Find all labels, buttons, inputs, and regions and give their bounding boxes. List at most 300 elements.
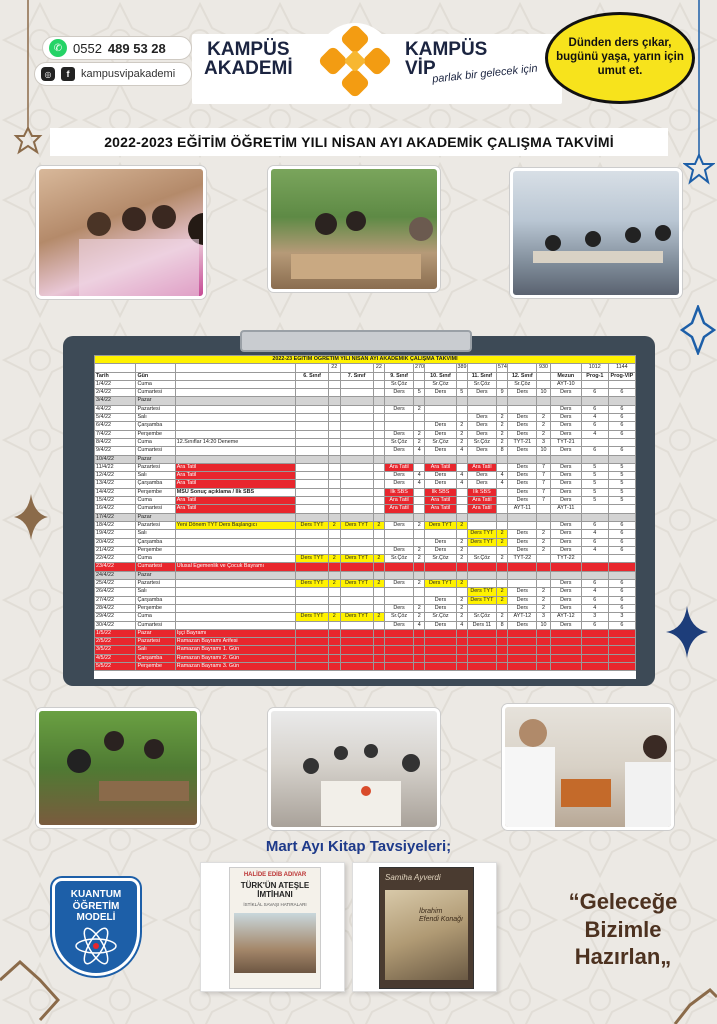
calendar-row — [95, 380, 636, 388]
calendar-cell — [456, 380, 467, 388]
logo-left-line2: AKADEMİ — [204, 58, 293, 79]
calendar-row — [95, 588, 636, 596]
calendar-cell: Ders TYT — [340, 580, 373, 588]
book2-illustration — [385, 890, 468, 980]
calendar-cell — [329, 422, 340, 430]
calendar-cell — [385, 563, 414, 571]
calendar-cell: Pazartesi — [136, 521, 175, 529]
calendar-cell — [373, 430, 384, 438]
calendar-cell — [329, 646, 340, 654]
calendar-cell: Ders — [550, 521, 581, 529]
calendar-cell: 7 — [537, 488, 550, 496]
calendar-cell — [456, 488, 467, 496]
calendar-cell: 2 — [414, 580, 425, 588]
calendar-cell: Sr.Çöz — [508, 380, 537, 388]
calendar-cell — [425, 414, 456, 422]
count-cell — [550, 364, 581, 372]
calendar-cell — [329, 604, 340, 612]
calendar-cell — [175, 455, 295, 463]
calendar-cell — [373, 596, 384, 604]
calendar-cell — [340, 414, 373, 422]
calendar-cell: 2 — [496, 596, 507, 604]
calendar-cell — [329, 430, 340, 438]
calendar-cell — [496, 638, 507, 646]
calendar-cell — [537, 521, 550, 529]
calendar-cell — [373, 505, 384, 513]
calendar-cell — [295, 596, 328, 604]
calendar-cell — [329, 389, 340, 397]
calendar-cell — [581, 563, 608, 571]
calendar-cell — [175, 405, 295, 413]
calendar-cell: Ders — [550, 414, 581, 422]
calendar-cell — [175, 422, 295, 430]
calendar-cell: Ders TYT — [425, 580, 456, 588]
calendar-cell: Ara Tatil — [385, 497, 414, 505]
calendar-cell — [550, 397, 581, 405]
column-header: 6. Sınıf — [295, 372, 328, 380]
calendar-cell — [175, 513, 295, 521]
calendar-cell: 6 — [581, 422, 608, 430]
calendar-cell — [329, 455, 340, 463]
calendar-cell — [508, 662, 537, 670]
calendar-cell — [385, 588, 414, 596]
calendar-cell: 2 — [414, 604, 425, 612]
calendar-cell: Ders — [550, 463, 581, 471]
calendar-cell: 6 — [608, 546, 635, 554]
calendar-cell: İlk SBS — [385, 488, 414, 496]
star-ornament-blue — [680, 305, 716, 355]
calendar-cell: 4 — [414, 480, 425, 488]
calendar-cell — [550, 638, 581, 646]
calendar-cell — [550, 662, 581, 670]
calendar-cell: Salı — [136, 646, 175, 654]
calendar-cell — [373, 438, 384, 446]
calendar-cell — [467, 646, 496, 654]
calendar-cell: Ramazan Bayramı 3. Gün — [175, 662, 295, 670]
calendar-cell: Pazartesi — [136, 638, 175, 646]
calendar-cell — [496, 563, 507, 571]
calendar-cell — [295, 422, 328, 430]
calendar-cell: Ara Tatil — [175, 505, 295, 513]
calendar-cell — [550, 513, 581, 521]
quote-line2: Bizimle — [584, 916, 662, 942]
calendar-cell — [550, 629, 581, 637]
calendar-cell — [456, 662, 467, 670]
calendar-cell — [496, 546, 507, 554]
calendar-cell: 6 — [608, 414, 635, 422]
calendar-cell — [373, 422, 384, 430]
calendar-row — [95, 447, 636, 455]
calendar-cell: Ders 11 — [467, 621, 496, 629]
calendar-cell: Ders — [425, 447, 456, 455]
calendar-cell: Ders — [508, 430, 537, 438]
calendar-cell — [467, 638, 496, 646]
calendar-cell — [537, 513, 550, 521]
calendar-cell: Ara Tatil — [175, 480, 295, 488]
calendar-cell: Ders — [550, 430, 581, 438]
calendar-cell — [175, 447, 295, 455]
calendar-cell: Cumartesi — [136, 621, 175, 629]
calendar-cell — [414, 629, 425, 637]
calendar-cell: 2 — [329, 521, 340, 529]
logo-right-line1: KAMPÜS — [405, 39, 488, 60]
calendar-cell: 23/4/22 — [95, 563, 136, 571]
badge-line3: MODELİ — [76, 912, 116, 923]
calendar-cell: AYT-12 — [550, 613, 581, 621]
calendar-cell: 4 — [414, 621, 425, 629]
calendar-cell: Cuma — [136, 555, 175, 563]
social-pill[interactable] — [34, 62, 192, 86]
phone-pill[interactable] — [42, 36, 192, 60]
calendar-cell: AYT-10 — [550, 380, 581, 388]
calendar-cell — [329, 629, 340, 637]
calendar-cell — [340, 505, 373, 513]
calendar-cell: 2/5/22 — [95, 638, 136, 646]
calendar-cell: 5 — [608, 463, 635, 471]
column-header: Tarih — [95, 372, 136, 380]
count-cell — [340, 364, 373, 372]
calendar-cell: Pazar — [136, 629, 175, 637]
calendar-cell — [496, 662, 507, 670]
calendar-cell: 2 — [537, 430, 550, 438]
calendar-cell — [373, 654, 384, 662]
calendar-cell — [608, 438, 635, 446]
calendar-row — [95, 497, 636, 505]
calendar-cell: Ramazan Bayramı 1. Gün — [175, 646, 295, 654]
kuantum-badge — [52, 878, 140, 976]
calendar-cell: Ders — [425, 422, 456, 430]
calendar-cell: Cuma — [136, 438, 175, 446]
calendar-cell — [329, 380, 340, 388]
calendar-cell — [581, 654, 608, 662]
calendar-cell — [537, 646, 550, 654]
calendar-cell: 6 — [581, 447, 608, 455]
calendar-cell: Ders — [550, 422, 581, 430]
calendar-cell — [340, 513, 373, 521]
calendar-cell: Salı — [136, 530, 175, 538]
calendar-cell — [340, 447, 373, 455]
star-ornament-navy — [664, 604, 710, 660]
calendar-cell: 9/4/22 — [95, 447, 136, 455]
column-header — [329, 372, 340, 380]
count-cell: 270 — [415, 364, 425, 371]
calendar-cell — [373, 621, 384, 629]
calendar-cell — [373, 488, 384, 496]
calendar-row — [95, 563, 636, 571]
calendar-cell — [496, 488, 507, 496]
hanging-ornament-right — [683, 0, 715, 200]
book1-subtitle: İSTİKLÂL SAVAŞI HATIRALARI — [243, 901, 307, 907]
calendar-cell: 5 — [581, 472, 608, 480]
logo-kampus-akademi — [204, 40, 293, 78]
calendar-cell — [295, 530, 328, 538]
calendar-cell — [581, 380, 608, 388]
calendar-cell: 2 — [414, 405, 425, 413]
calendar-cell: 10 — [537, 621, 550, 629]
calendar-cell — [340, 438, 373, 446]
calendar-cell: 6 — [608, 621, 635, 629]
calendar-cell — [175, 604, 295, 612]
calendar-cell — [414, 538, 425, 546]
calendar-cell — [373, 571, 384, 579]
calendar-cell — [467, 546, 496, 554]
calendar-cell — [496, 646, 507, 654]
whatsapp-icon: ✆ — [49, 39, 67, 57]
calendar-cell: 28/4/22 — [95, 604, 136, 612]
calendar-cell: Ders TYT — [467, 538, 496, 546]
calendar-cell: Ders — [508, 538, 537, 546]
calendar-cell — [425, 563, 456, 571]
calendar-cell — [340, 455, 373, 463]
calendar-cell: Ders — [550, 497, 581, 505]
calendar-cell — [550, 563, 581, 571]
calendar-cell — [329, 563, 340, 571]
atom-icon — [71, 926, 121, 966]
calendar-cell: 18/4/22 — [95, 521, 136, 529]
calendar-cell: Sr.Çöz — [385, 380, 414, 388]
calendar-cell: 2 — [537, 422, 550, 430]
facebook-icon: f — [61, 67, 75, 81]
calendar-cell: Ders — [508, 546, 537, 554]
calendar-cell: Ders — [550, 546, 581, 554]
calendar-cell: Ders — [385, 430, 414, 438]
calendar-cell — [340, 389, 373, 397]
book-card-2[interactable] — [352, 862, 497, 992]
calendar-cell: 6 — [581, 521, 608, 529]
calendar-cell: 2 — [537, 414, 550, 422]
photo-outdoor-study — [268, 166, 440, 292]
calendar-cell: 5 — [456, 389, 467, 397]
calendar-cell — [175, 613, 295, 621]
calendar-cell: Ders — [508, 596, 537, 604]
calendar-cell — [414, 646, 425, 654]
calendar-cell — [425, 629, 456, 637]
calendar-cell — [608, 455, 635, 463]
calendar-cell — [508, 521, 537, 529]
calendar-cell: Ders TYT — [467, 596, 496, 604]
calendar-cell — [414, 380, 425, 388]
calendar-cell: 10/4/22 — [95, 455, 136, 463]
calendar-cell — [608, 571, 635, 579]
calendar-cell — [414, 497, 425, 505]
calendar-cell — [414, 488, 425, 496]
calendar-cell — [608, 646, 635, 654]
calendar-cell — [295, 488, 328, 496]
calendar-cell — [329, 654, 340, 662]
calendar-cell — [329, 447, 340, 455]
calendar-cell — [496, 380, 507, 388]
calendar-cell — [329, 505, 340, 513]
calendar-cell — [496, 604, 507, 612]
calendar-cell: 6 — [608, 422, 635, 430]
calendar-cell: Ara Tatil — [467, 505, 496, 513]
calendar-cell: Ders — [550, 604, 581, 612]
calendar-cell — [508, 455, 537, 463]
calendar-cell — [550, 646, 581, 654]
calendar-cell: TYT-21 — [550, 438, 581, 446]
photo-breakfast-table — [268, 708, 440, 830]
calendar-cell — [425, 638, 456, 646]
calendar-cell — [385, 530, 414, 538]
calendar-cell — [496, 505, 507, 513]
count-cell — [467, 364, 496, 372]
calendar-cell — [425, 397, 456, 405]
calendar-cell — [467, 629, 496, 637]
calendar-cell: 2 — [456, 555, 467, 563]
calendar-row — [95, 414, 636, 422]
calendar-cell: Ders — [508, 480, 537, 488]
calendar-counts-row — [95, 364, 636, 372]
calendar-cell — [385, 422, 414, 430]
calendar-cell: Ders — [425, 604, 456, 612]
calendar-cell — [496, 397, 507, 405]
calendar-cell: 4/4/22 — [95, 405, 136, 413]
calendar-cell — [496, 463, 507, 471]
calendar-cell — [456, 513, 467, 521]
calendar-cell — [537, 662, 550, 670]
calendar-cell — [608, 638, 635, 646]
calendar-cell — [175, 389, 295, 397]
calendar-cell: AYT-12 — [508, 613, 537, 621]
calendar-cell: Ara Tatil — [425, 505, 456, 513]
calendar-cell: Sr.Çöz — [425, 438, 456, 446]
calendar-cell — [340, 463, 373, 471]
calendar-cell: İlk SBS — [425, 488, 456, 496]
calendar-cell: İşçi Bayramı — [175, 629, 295, 637]
calendar-cell — [385, 662, 414, 670]
calendar-cell — [385, 414, 414, 422]
calendar-cell: 6 — [581, 389, 608, 397]
calendar-cell: Cumartesi — [136, 505, 175, 513]
calendar-cell: Ders — [385, 604, 414, 612]
calendar-cell — [340, 588, 373, 596]
calendar-cell: Ders — [467, 430, 496, 438]
calendar-cell — [456, 455, 467, 463]
calendar-cell: 4 — [581, 430, 608, 438]
calendar-cell — [456, 414, 467, 422]
calendar-cell: 2 — [496, 613, 507, 621]
calendar-cell — [608, 662, 635, 670]
calendar-cell — [496, 580, 507, 588]
column-header: Prog-VİP — [608, 372, 635, 380]
calendar-cell: 4/5/22 — [95, 654, 136, 662]
calendar-cell: 2 — [456, 521, 467, 529]
calendar-cell: 24/4/22 — [95, 571, 136, 579]
calendar-cell — [295, 438, 328, 446]
calendar-cell: 2 — [537, 538, 550, 546]
calendar-cell — [295, 621, 328, 629]
column-header — [373, 372, 384, 380]
calendar-cell: 2 — [496, 538, 507, 546]
clipboard-clip — [240, 330, 472, 352]
calendar-cell: Ders TYT — [340, 555, 373, 563]
calendar-cell: 2 — [456, 604, 467, 612]
calendar-cell: 3 — [581, 613, 608, 621]
column-header: 10. Sınıf — [425, 372, 456, 380]
calendar-cell — [340, 654, 373, 662]
calendar-cell: Ders — [425, 430, 456, 438]
calendar-cell: 3 — [608, 613, 635, 621]
calendar-cell — [175, 414, 295, 422]
calendar-row — [95, 621, 636, 629]
quote-line3: Hazırlan„ — [574, 944, 672, 969]
calendar-cell: Sr.Çöz — [467, 380, 496, 388]
count-cell: 1012 — [581, 364, 608, 372]
calendar-cell — [373, 414, 384, 422]
calendar-cell: Ders TYT — [340, 521, 373, 529]
calendar-cell: 12.Sınıflar 14:20 Deneme — [175, 438, 295, 446]
calendar-cell: 2 — [456, 430, 467, 438]
calendar-row — [95, 430, 636, 438]
badge-line2: ÖĞRETİM — [72, 900, 120, 912]
calendar-cell: Ders — [550, 389, 581, 397]
calendar-cell — [329, 513, 340, 521]
calendar-cell: Ders — [508, 530, 537, 538]
calendar-cell: Ara Tatil — [385, 463, 414, 471]
calendar-cell: Sr.Çöz — [425, 555, 456, 563]
calendar-cell — [329, 662, 340, 670]
calendar-cell: 5 — [581, 497, 608, 505]
calendar-cell — [550, 654, 581, 662]
calendar-cell — [581, 638, 608, 646]
book2-author: Samiha Ayverdi — [385, 873, 441, 882]
calendar-cell — [414, 588, 425, 596]
count-cell — [136, 364, 175, 372]
calendar-cell — [467, 580, 496, 588]
calendar-cell — [456, 646, 467, 654]
calendar-cell: 12/4/22 — [95, 472, 136, 480]
calendar-cell: 1/4/22 — [95, 380, 136, 388]
book-card-1[interactable] — [200, 862, 345, 992]
calendar-cell: Ders TYT — [295, 613, 328, 621]
calendar-cell — [414, 513, 425, 521]
calendar-cell — [175, 538, 295, 546]
calendar-cell: Ders — [550, 480, 581, 488]
calendar-cell — [340, 662, 373, 670]
calendar-cell — [508, 563, 537, 571]
calendar-cell — [456, 397, 467, 405]
calendar-cell — [373, 447, 384, 455]
calendar-cell: Ders — [550, 596, 581, 604]
calendar-cell: 2 — [456, 538, 467, 546]
calendar-cell — [340, 596, 373, 604]
column-header: 9. Sınıf — [385, 372, 414, 380]
calendar-cell — [608, 397, 635, 405]
badge-line1: KUANTUM — [70, 889, 122, 900]
photo-students-group — [36, 166, 206, 299]
calendar-header-row — [95, 372, 636, 380]
calendar-cell: Ders — [425, 480, 456, 488]
calendar-cell: 30/4/22 — [95, 621, 136, 629]
calendar-cell — [467, 662, 496, 670]
count-cell: 389 — [457, 364, 467, 371]
calendar-cell — [340, 430, 373, 438]
calendar-cell — [340, 638, 373, 646]
corner-ornament-left — [0, 960, 60, 1024]
kampus-logo-mark — [314, 20, 396, 102]
calendar-cell: Ders — [550, 488, 581, 496]
calendar-cell: 3 — [537, 438, 550, 446]
calendar-cell — [537, 380, 550, 388]
calendar-cell — [456, 505, 467, 513]
calendar-cell — [508, 646, 537, 654]
calendar-cell — [581, 397, 608, 405]
calendar-cell: Ulusal Egemenlik ve Çocuk Bayramı — [175, 563, 295, 571]
calendar-cell — [508, 513, 537, 521]
calendar-cell — [425, 588, 456, 596]
calendar-cell: Ders — [467, 447, 496, 455]
calendar-cell: Ders — [550, 530, 581, 538]
